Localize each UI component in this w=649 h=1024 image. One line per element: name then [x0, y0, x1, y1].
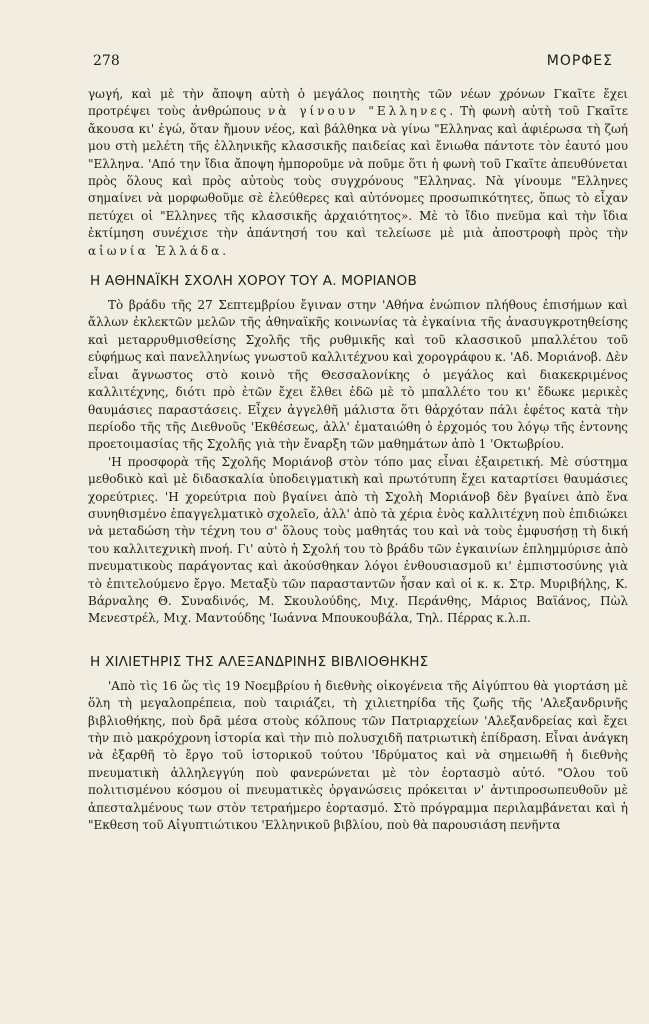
section-heading-dance-school: Η ΑΘΗΝΑΪΚΗ ΣΧΟΛΗ ΧΟΡΟΥ ΤΟΥ Α. ΜΟΡΙΑΝΟΒ [90, 273, 417, 290]
running-title: ΜΟΡΦΕΣ [546, 53, 613, 69]
intro-spaced-phrase-1: νὰ γίνουν "Ελληνες [267, 104, 450, 119]
page-content [88, 86, 628, 834]
section-heading-library: Η ΧΙΛΙΕΤΗΡΙΣ ΤΗΣ ΑΛΕΞΑΝΔΡΙΝΗΣ ΒΙΒΛΙΟΘΗΚΗΣ [90, 653, 429, 670]
intro-text-1: γωγή, καὶ μὲ τὴν ἄποψη αὐτὴ ὁ μεγάλος ποιητὴς τῶν νέων χρόνων Γκαῖτε ἔχει προτρέψει τοὺς ἀνθρώπους [88, 87, 628, 119]
dance-school-paragraph-1: Τὸ βράδυ τῆς 27 Σεπτεμβρίου ἔγιναν στην 'Αθήνα ἐνώπιον πλήθους ἐπισήμων καὶ ἄλλων ἐκλεκτῶν μελῶν τῆς ἀθηναϊκῆς κοινωνίας τὰ ἐγκαίνια τῆς ἀνασυγκροτηθείσης καὶ μεταρρυθμισθείσης Σχολῆς τῆς ρυθμικῆς καὶ τοῦ κλασσικοῦ μπαλλέτου τοῦ εὐφήμως καὶ πανελληνίως γνωστοῦ καλλιτέχνου καὶ χορογράφου κ. 'Αδ. Μοριάνοβ. Δὲν εἶναι ἄγνωστος στὸ κοινὸ τῆς Θεσσαλονίκης ὁ μεγάλος καὶ διακεκριμένος καλλιτέχνης, διότι πρὸ ἐτῶν ἔχει ἔλθει ἐδῶ μὲ τὸ μπαλλέτο του κι' ἔδωκε μερικὲς θαυμάσιες παραστάσεις. Εἶχεν ἀγγελθῆ μάλιστα ὅτι θἀρχόταν πάλι ἐφέτος κατὰ τὴν περίοδο τῆς τῆς Διεθνοῦς 'Εκθέσεως, ἀλλ' ἐματαιώθη ὁ ἐρχομός του λόγῳ τῆς ἐντονης προετοιμασίας τῆς Σχολῆς γιὰ τὴν ἔναρξη τῶν μαθημάτων ἀπὸ 1 'Οκτωβρίου. [88, 298, 628, 452]
page-header [86, 53, 619, 73]
intro-text-3: . [222, 243, 227, 258]
library-paragraph-1: 'Απὸ τὶς 16 ὥς τὶς 19 Νοεμβρίου ἡ διεθνὴς οἰκογένεια τῆς Αἰγύπτου θὰ γιορτάση μὲ ὅλη τὴ μεγαλοπρέπεια, ποὺ ταιριάζει, τὴ χιλιετηρίδα τῆς ζωῆς τῆς 'Αλεξανδρινῆς βιβλιοθήκης, ποὺ δρᾶ μέσα στοὺς κόλπους τῶν Πατριαρχείων 'Αλεξανδρείας καὶ ἔχει τὴν πιὸ μακρόχρονη ἱστορία καὶ τὴν πιὸ πολυσχιδῆ πατριωτικὴ ἐπίδραση. Εἶναι ἀνάγκη νὰ ἐξαρθῆ τὸ ἔργο τοῦ ἱστορικοῦ τούτου 'Ιδρύματος καὶ νὰ σημειωθῆ ἡ διεθνὴς πνευματικὴ ἀλληλεγγύη ποὺ φανερώνεται μὲ τὸν ἑορτασμὸ αὐτό. "Ολου τοῦ πολιτισμένου κόσμου οἱ πνευματικὲς ὀργανώσεις πρόκειται ν' ἀντιπροσωπευθοῦν μὲ ἀπεσταλμένους των στὸν τετραήμερο ἑορτασμό. Στὸ πρόγραμμα περιλαμβάνεται καὶ ἡ "Εκθεση τοῦ Αἰγυπτιώτικου 'Ελληνικοῦ βιβλίου, ποὺ θὰ παρουσιάση πενῆντα [88, 678, 628, 833]
intro-spaced-phrase-2: αἰωνία Ἑλλάδα [88, 243, 223, 258]
intro-text-2: . Τὴ φωνὴ αὐτὴ τοῦ Γκαῖτε ἄκουσα κι' ἐγώ, ὅταν ἤμουν νέος, καὶ βάλθηκα νὰ γίνω "Ελληνας καὶ ἀφιέρωσα τὴ ζωή μου στὴ μελέτη τῆς ἑλληνικῆς κλασσικῆς παιδείας καὶ ἔνιωθα πάντοτε τὸν ἑαυτό μου "Ελληνα. 'Από την ἴδια ἄποψη ἠμποροῦμε νὰ ποῦμε ὅτι ἡ φωνὴ τοῦ Γκαῖτε ἀπευθύνεται πρὸς ὅλους καὶ πρὸς αὐτοὺς τοὺς συγχρόνους "Ελληνας. Νὰ γίνουμε "Ελληνες σημαίνει νὰ μορφωθοῦμε σὲ ἐλεύθερες καὶ αὐτόνομες προσωπικότητες, ὅπως τὸ εἶχαν πετύχει οἱ "Ελληνες τῆς κλασσικῆς ἀρχαιότητος». Μὲ τὸ ἴδιο πνεῦμα καὶ τὴν ἴδια ἐκτίμηση συνέχισε τὴν ἀπάντησή του καὶ τελείωσε μὲ μιὰ ἀποστροφὴ πρὸς τὴν [88, 104, 628, 241]
page-number: 278 [93, 53, 120, 69]
dance-school-paragraph-2: 'Η προσφορὰ τῆς Σχολῆς Μοριάνοβ στὸν τόπο μας εἶναι ἐξαιρετική. Μὲ σύστημα μεθοδικὸ καὶ μὲ διδασκαλία ὑποδειγματικὴ καὶ πρωτότυπη ἔχει καταρτίσει θαυμάσιες χορεύτριες. 'Η χορεύτρια ποὺ βγαίνει ἀπὸ τὴ Σχολὴ Μοριάνοβ δὲν βγαίνει ἀπὸ ἕνα συνηθισμένο ἐπαγγελματικὸ σχολεῖο, ἀλλ' ἀπὸ τὰ χέρια ἑνὸς καλλιτέχνη ποὺ ἐπιδιώκει νὰ μεταδώση τὴν τέχνη του σ' ὅλους τοὺς μαθητάς του καὶ νὰ τοὺς ἐμφυσήσῃ τὴ δική του καλλιτεχνικὴ πνοή. Γι' αὐτὸ ἡ Σχολή του τὸ βράδυ τῶν ἐγκαινίων ἐπλημμύρισε ἀπὸ πνευματικοὺς παράγοντας καὶ ἀκούσθηκαν λόγοι ἐνθουσιασμοῦ κι' ἐμπιστοσύνης γιὰ τὸ ἐπιτελούμενο ἔργο. Μεταξὺ τῶν παρασταντῶν ἦσαν καὶ οἱ κ. κ. Στρ. Μυριβήλης, Κ. Βάρναλης Θ. Συναδινός, Μ. Σκουλούδης, Μιχ. Περάνθης, Μάριος Βαϊάνος, Πὼλ Μενεστρέλ, Μιχ. Μαντούδης 'Ιωάννα Μπουκουβάλα, Τηλ. Πέρρας κ.λ.π. [88, 454, 628, 626]
intro-paragraph [88, 86, 628, 260]
